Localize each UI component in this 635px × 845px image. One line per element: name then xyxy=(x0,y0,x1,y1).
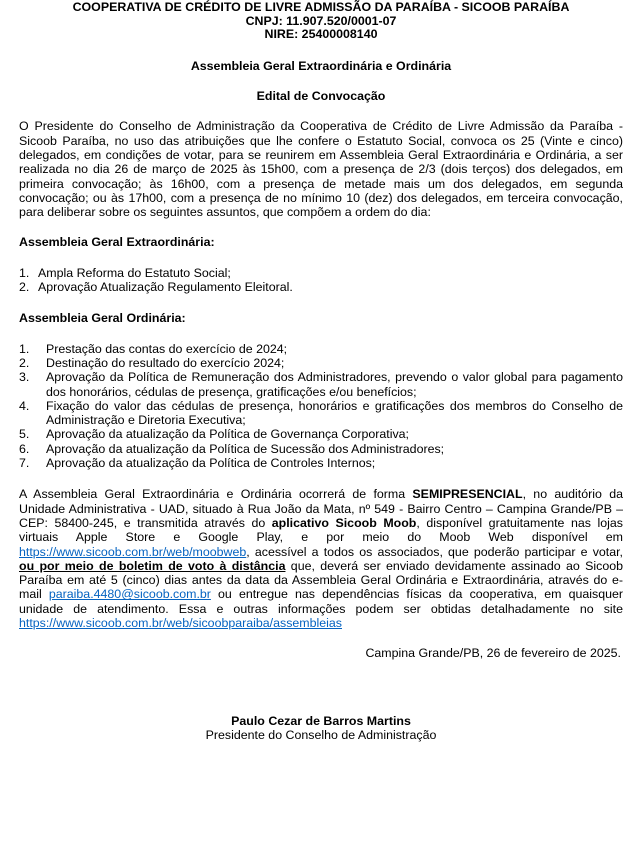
assembleias-link[interactable]: https://www.sicoob.com.br/web/sicoobparaiba/assembleias xyxy=(19,615,342,630)
document-title: Assembleia Geral Extraordinária e Ordinária xyxy=(190,58,452,73)
org-name: COOPERATIVA DE CRÉDITO DE LIVRE ADMISSÃO DA PARAÍBA - SICOOB PARAÍBA xyxy=(72,0,570,14)
list-item: 1. Ampla Reforma do Estatuto Social; xyxy=(19,265,231,280)
moobweb-link[interactable]: https://www.sicoob.com.br/web/moobweb xyxy=(19,544,247,559)
list-item: 7. Aprovação da atualização da Política de Controles Internos; xyxy=(19,456,376,471)
email-link[interactable]: paraiba.4480@sicoob.com.br xyxy=(48,587,211,602)
list-item: 5. Aprovação da atualização da Política de Governança Corporativa; xyxy=(19,427,409,442)
ordinaria-list xyxy=(19,342,623,471)
list-item: 3. Aprovação da Política de Remuneração dos Administradores, prevendo o valor global para pagamento dos honorários, cédulas de presença, gratificações e/ou benefícios; xyxy=(19,370,623,399)
ordinaria-heading: Assembleia Geral Ordinária: xyxy=(19,311,186,326)
document-subtitle: Edital de Convocação xyxy=(256,89,386,104)
date-place: Campina Grande/PB, 26 de fevereiro de 2025. xyxy=(365,646,621,661)
signatory-name: Paulo Cezar de Barros Martins xyxy=(231,713,411,728)
list-item: 1. Prestação das contas do exercício de 2024; xyxy=(19,341,288,356)
cnpj: CNPJ: 11.907.520/0001-07 xyxy=(245,13,397,28)
nire: NIRE: 25400008140 xyxy=(264,27,378,42)
document-header xyxy=(19,0,623,42)
semipresencial-text: SEMIPRESENCIAL xyxy=(412,487,523,502)
app-name-text: aplicativo Sicoob Moob xyxy=(271,515,417,530)
details-paragraph: A Assembleia Geral Extraordinária e Ordinária ocorrerá de forma SEMIPRESENCIAL, no auditório da Unidade Administrativa - UAD, situado à Rua João da Mata, nº 549 - Bairro Centro – Campina Grande/PB – CEP: 58400-245, e transmitida através do aplicativo Sicoob Moob, disponível gratuitamente nas lojas virtuais Apple Store e Google Play, e por meio do Moob Web disponível em https://www.sicoob.com.br/web/moobweb, acessível a todos os associados, que poderão participar e votar, ou por meio de boletim de voto à distância que, deverá ser enviado devidamente assinado ao Sicoob Paraíba em até 5 (cinco) dias antes da data da Assembleia Geral Ordinária e Extraordinária, através do e-mail paraiba.4480@sicoob.com.br ou entregue nas dependências físicas da cooperativa, em quaisquer unidade de atendimento. Essa e outras informações podem ser obtidas detalhadamente no site https://www.sicoob.com.br/web/sicoobparaiba/assembleias xyxy=(19,487,624,630)
signatory-role: Presidente do Conselho de Administração xyxy=(205,727,437,742)
boletim-text: ou por meio de boletim de voto à distância xyxy=(19,558,286,573)
list-item: 2. Aprovação Atualização Regulamento Eleitoral. xyxy=(19,280,293,295)
extraordinaria-heading: Assembleia Geral Extraordinária: xyxy=(19,235,215,250)
extraordinaria-list xyxy=(19,266,623,295)
list-item: 2. Destinação do resultado do exercício 2024; xyxy=(19,355,285,370)
intro-paragraph: O Presidente do Conselho de Administração da Cooperativa de Crédito de Livre Admissão da Paraíba - Sicoob Paraíba, no uso das atribuições que lhe confere o Estatuto Social, convoca os 25 (Vinte e cinco) delegados, em condições de votar, para se reunirem em Assembleia Geral Extraordinária e Ordinária, a ser realizada no dia 26 de março de 2025 às 15h00, com a presença de 2/3 (dois terços) dos delegados, em primeira convocação; às 16h00, com a presença de metade mais um dos delegados, em segunda convocação; ou às 17h00, com a presença de no mínimo 10 (dez) dos delegados, em terceira convocação, para deliberar sobre os seguintes assuntos, que compõem a ordem do dia: xyxy=(19,119,623,220)
list-item: 4. Fixação do valor das cédulas de presença, honorários e gratificações dos membros do Conselho de Administração e Diretoria Executiva; xyxy=(19,398,623,428)
signature-block xyxy=(19,714,623,743)
list-item: 6. Aprovação da atualização da Política de Sucessão dos Administradores; xyxy=(19,441,445,456)
